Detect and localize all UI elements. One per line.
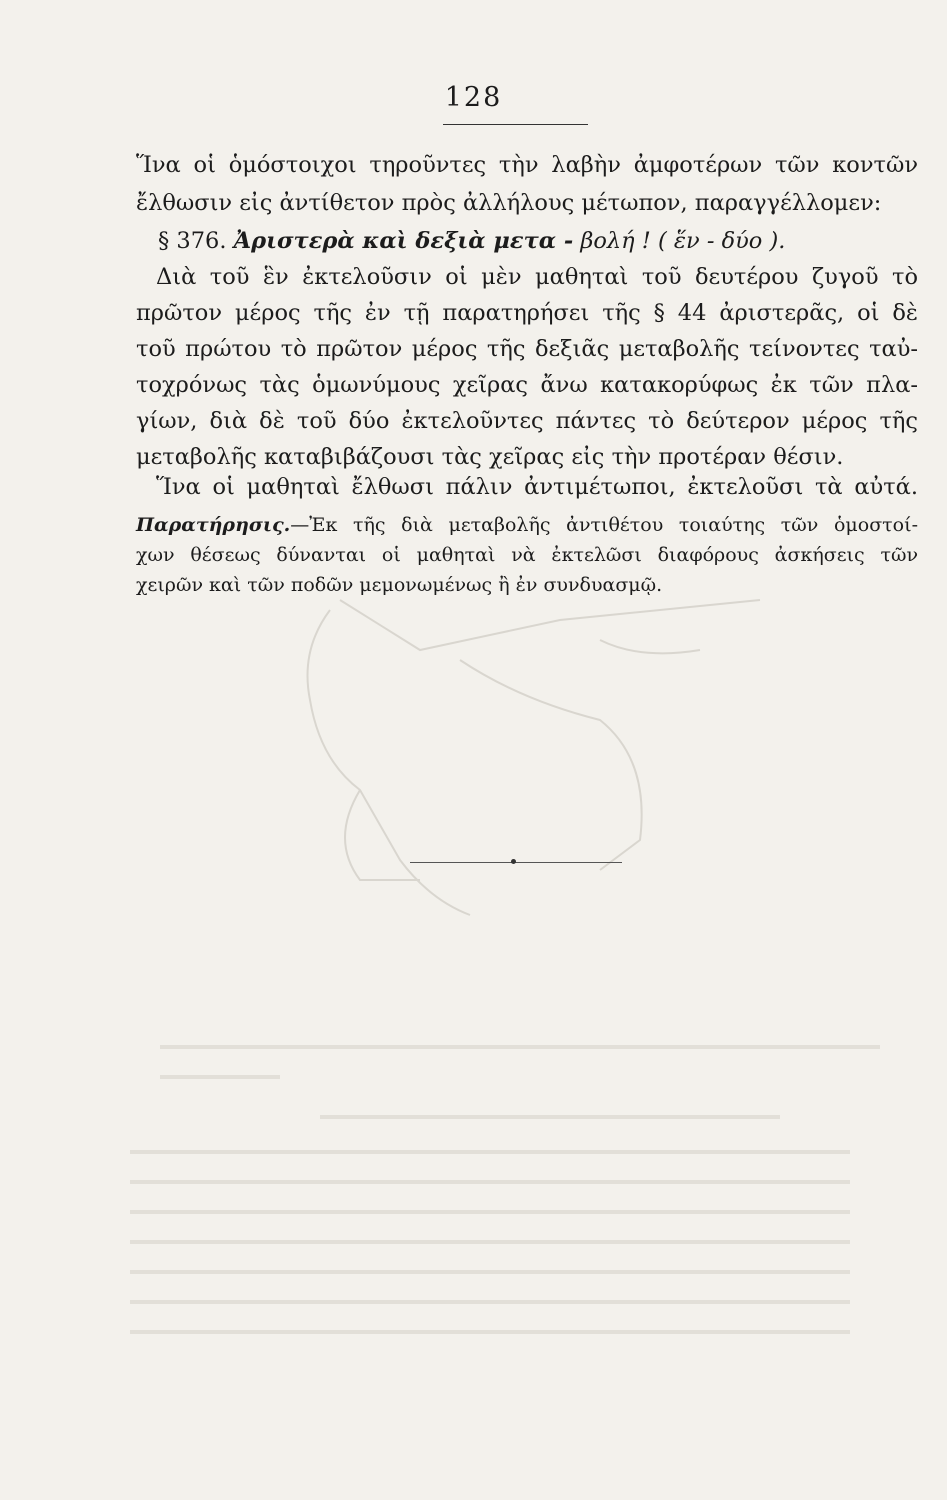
text-line: Ἵνα οἱ μαθηταὶ ἔλθωσι πάλιν ἀντιμέτωποι, ἐκτελοῦσι τὰ αὐτά. <box>156 474 918 500</box>
header-rule <box>443 124 588 125</box>
text-line: μεταβολῆς καταβιβάζουσι τὰς χεῖρας εἰς τὴν προτέραν θέσιν. <box>136 444 844 470</box>
section-end-rule <box>410 862 622 863</box>
text-line: ἔλθωσιν εἰς ἀντίθετον πρὸς ἀλλήλους μέτωπον, παραγγέλλομεν: <box>136 190 882 216</box>
note-line: χειρῶν καὶ τῶν ποδῶν μεμονωμένως ἢ ἐν συνδυασμῷ. <box>136 574 663 596</box>
text-line: Ἵνα οἱ ὁμόστοιχοι τηροῦντες τὴν λαβὴν ἀμφοτέρων τῶν κοντῶν <box>136 152 918 178</box>
text-line: τοῦ πρώτου τὸ πρῶτον μέρος τῆς δεξιᾶς μεταβολῆς τείνοντες ταὐ- <box>136 336 918 362</box>
text-line: πρῶτον μέρος τῆς ἐν τῇ παρατηρήσει τῆς § 44 ἀριστερᾶς, οἱ δὲ <box>136 300 918 326</box>
note-first-text: —Ἐκ τῆς διὰ μεταβολῆς ἀντιθέτου τοιαύτης τῶν ὁμοστοί- <box>290 514 918 536</box>
section-end-ornament <box>511 859 516 864</box>
text-line: γίων, διὰ δὲ τοῦ δύο ἐκτελοῦντες πάντες τὸ δεύτερον μέρος τῆς <box>136 408 918 434</box>
section-title-rest: βολή ! ( ἕν - δύο ). <box>573 228 786 254</box>
note-first-line <box>136 512 918 538</box>
section-title: Ἀριστερὰ καὶ δεξιὰ μετα - <box>233 228 574 254</box>
note-line: χων θέσεως δύνανται οἱ μαθηταὶ νὰ ἐκτελῶσι διαφόρους ἀσκήσεις τῶν <box>136 544 918 566</box>
text-line: τοχρόνως τὰς ὁμωνύμους χεῖρας ἄνω κατακορύφως ἐκ τῶν πλα- <box>136 372 918 398</box>
section-number: § 376. <box>158 228 234 254</box>
page-number: 128 <box>444 82 503 113</box>
text-line: Διὰ τοῦ ἓν ἐκτελοῦσιν οἱ μὲν μαθηταὶ τοῦ δευτέρου ζυγοῦ τὸ <box>156 264 918 290</box>
note-label: Παρατήρησις. <box>136 514 291 536</box>
section-heading <box>158 226 785 256</box>
